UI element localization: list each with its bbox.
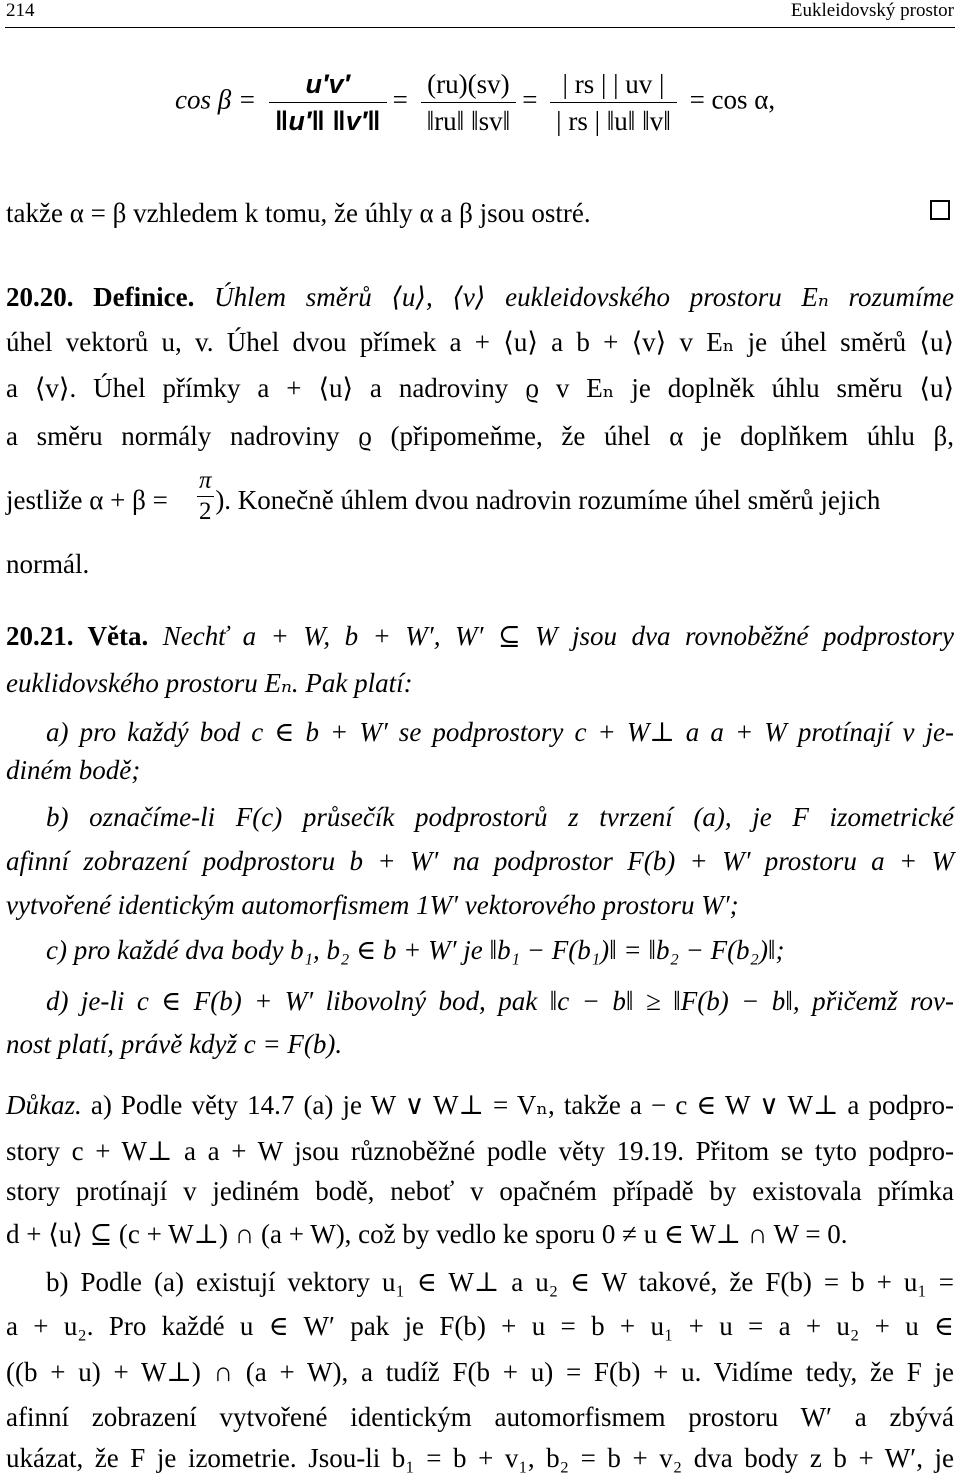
proof-line-6: a + u₂. Pro každé u ∈ W′ pak je F(b) + u = b + u₁ + u = a + u₂ + u ∈ (6, 1311, 954, 1341)
definition-number: 20.20. Definice. (6, 282, 195, 312)
page-number: 214 (6, 0, 35, 21)
definition-line-6: normál. (6, 549, 90, 579)
theorem-item-b-line-1: b) označíme-li F(c) průsečík podprostorů z tvrzení (a), je F izometrické (46, 802, 954, 832)
theorem-item-d-line-2: nost platí, právě když c = F(b). (6, 1029, 343, 1059)
theorem-item-d-line-1: d) je-li c ∈ F(b) + W′ libovolný bod, pak ‖c − b‖ ≥ ‖F(b) − b‖, přičemž rov- (46, 986, 954, 1016)
proof-line-1: Důkaz. a) Podle věty 14.7 (a) je W ∨ W⊥ = Vₙ, takže a − c ∈ W ∨ W⊥ a podpro- (6, 1090, 954, 1120)
proof-label: Důkaz. (6, 1090, 82, 1120)
proof-line-9: ukázat, že F je izometrie. Jsou-li b₁ = b + v₁, b₂ = b + v₂ dva body z b + W′, je (6, 1443, 954, 1473)
text-line-conclusion: takže α = β vzhledem k tomu, že úhly α a β jsou ostré. (6, 198, 591, 228)
header-rule (5, 27, 955, 28)
eq-fraction-1: $\frac{u'v'}{‖u'‖ ‖v'‖}$ (269, 66, 387, 139)
proof-line-7: ((b + u) + W⊥) ∩ (a + W), a tudíž F(b + u) = F(b) + u. Vidíme tedy, že F je (6, 1357, 954, 1387)
theorem-item-b-line-3: vytvořené identickým automorfismem 1W′ vektorového prostoru W′; (6, 890, 739, 920)
definition-line-3: a ⟨v⟩. Úhel přímky a + ⟨u⟩ a nadroviny ϱ v Eₙ je doplněk úhlu směru ⟨u⟩ (6, 373, 954, 403)
theorem-item-a-line-1: a) pro každý bod c ∈ b + W′ se podprostory c + W⊥ a a + W protínají v je- (46, 717, 954, 747)
display-equation: cos β = $\frac{u'v'}{‖u'‖ ‖v'‖}$ = $\frac{(ru)(sv)}{‖ru‖ ‖sv‖}$ = $\frac{| rs | | uv |}{| rs | ‖u‖ ‖v‖}$ = cos α, (175, 66, 775, 139)
running-header (0, 0, 960, 30)
theorem-item-a-line-2: diném bodě; (6, 755, 141, 785)
theorem-line-2: euklidovského prostoru Eₙ. Pak platí: (6, 668, 413, 698)
proof-line-5: b) Podle (a) existují vektory u₁ ∈ W⊥ a u₂ ∈ W takové, že F(b) = b + u₁ = (46, 1267, 954, 1297)
definition-line-5: jestliže α + β = ). Konečně úhlem dvou nadrovin rozumíme úhel směrů jejich (6, 485, 881, 515)
theorem-line-1: 20.21. Věta. Nechť a + W, b + W′, W′ ⊆ W jsou dva rovnoběžné podprostory (6, 621, 954, 651)
proof-line-8: afinní zobrazení vytvořené identickým automorfismem prostoru W′ a zbývá (6, 1402, 954, 1432)
qed-square-icon (930, 200, 950, 220)
eq-rhs: = cos α, (689, 84, 776, 115)
theorem-number: 20.21. Věta. (6, 621, 149, 651)
proof-line-2: story c + W⊥ a a + W jsou různoběžné podle věty 19.19. Přitom se tyto podpro- (6, 1136, 954, 1166)
eq-lhs: cos β = (175, 84, 257, 115)
eq-fraction-3: $\frac{| rs | | uv |}{| rs | ‖u‖ ‖v‖}$ (550, 66, 677, 139)
theorem-item-c: c) pro každé dva body b₁, b₂ ∈ b + W′ je ‖b₁ − F(b₁)‖ = ‖b₂ − F(b₂)‖; (46, 935, 785, 965)
definition-line-4: a směru normály nadroviny ϱ (připomeňme, že úhel α je doplňkem úhlu β, (6, 421, 954, 451)
pi-half-fraction: $\frac{\pi}{2}$ (199, 467, 212, 525)
proof-line-3: story protínají v jediném bodě, neboť v opačném případě by existovala přímka (6, 1176, 954, 1206)
definition-line-1: 20.20. Definice. Úhlem směrů ⟨u⟩, ⟨v⟩ eukleidovského prostoru Eₙ rozumíme (6, 282, 954, 312)
proof-line-4: d + ⟨u⟩ ⊆ (c + W⊥) ∩ (a + W), což by vedlo ke sporu 0 ≠ u ∈ W⊥ ∩ W = 0. (6, 1219, 848, 1249)
running-title: Eukleidovský prostor (790, 0, 954, 21)
definition-line-2: úhel vektorů u, v. Úhel dvou přímek a + ⟨u⟩ a b + ⟨v⟩ v Eₙ je úhel směrů ⟨u⟩ (6, 327, 954, 357)
theorem-item-b-line-2: afinní zobrazení podprostoru b + W′ na podprostor F(b) + W′ prostoru a + W (6, 846, 954, 876)
eq-fraction-2: $\frac{(ru)(sv)}{‖ru‖ ‖sv‖}$ (421, 66, 517, 139)
